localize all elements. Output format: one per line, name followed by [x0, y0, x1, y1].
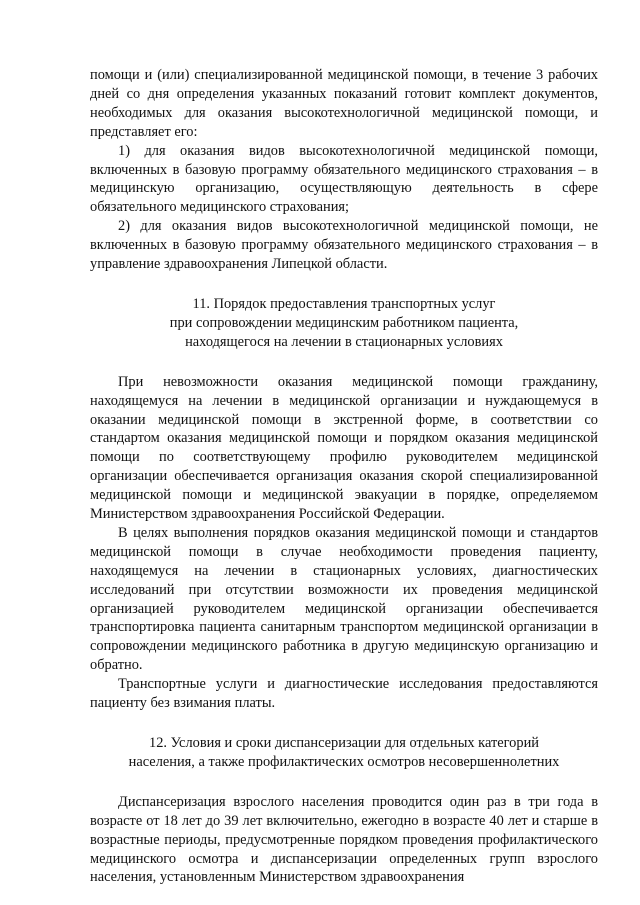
section-11-heading: [90, 295, 598, 352]
section-12-paragraph: Диспансеризация взрослого населения проводится один раз в три года в возрасте от 18 лет до 39 лет включительно, ежегодно в возрасте 40 лет и старше в возрастные периоды, предусмотренные порядком проведения профилактического медицинского осмотра и диспансеризации определенных групп взрослого населения, установленным Министерством здравоохранения: [90, 793, 598, 886]
section-12-heading-line: 12. Условия и сроки диспансеризации для отдельных категорий: [149, 735, 539, 751]
paragraph-list-item-2: 2) для оказания видов высокотехнологичной медицинской помощи, не включенных в базовую программу обязательного медицинского страхования – в управление здравоохранения Липецкой области.: [90, 218, 598, 273]
section-11-paragraph: Транспортные услуги и диагностические исследования предоставляются пациенту без взимания платы.: [90, 676, 598, 712]
paragraph-list-item-1: 1) для оказания видов высокотехнологичной медицинской помощи, включенных в базовую программу обязательного медицинского страхования – в медицинскую организацию, осуществляющую деятельность в сфере обязательного медицинского страхования;: [90, 142, 598, 216]
section-11-heading-line: 11. Порядок предоставления транспортных услуг: [192, 295, 496, 312]
section-11-heading-line: находящегося на лечении в стационарных условиях: [185, 333, 503, 350]
section-11-paragraph: При невозможности оказания медицинской помощи гражданину, находящемуся на лечении в медицинской организации и нуждающемуся в оказании медицинской помощи в экстренной форме, в соответствии со стандартом оказания медицинской помощи и порядком оказания медицинской помощи по соответствующему профилю руководителем медицинской организации обеспечивается организация оказания скорой специализированной медицинской помощи и медицинской эвакуации в порядке, определяемом Министерством здравоохранения Российской Федерации.: [90, 373, 598, 523]
section-12-heading-line: населения, а также профилактических осмотров несовершеннолетних: [128, 753, 560, 770]
section-12-heading: [90, 734, 598, 772]
section-11-paragraph: В целях выполнения порядков оказания медицинской помощи и стандартов медицинской помощи в случае необходимости проведения пациенту, находящемуся на лечении в стационарных условиях, диагностических исследований при отсутствии возможности их проведения медицинской организацией руководителем медицинской организации обеспечивается транспортировка пациента санитарным транспортом медицинской организации в сопровождении медицинского работника в другую медицинскую организацию и обратно.: [90, 524, 598, 674]
section-11-heading-line: при сопровождении медицинским работником пациента,: [169, 314, 519, 331]
paragraph-continuation: помощи и (или) специализированной медицинской помощи, в течение 3 рабочих дней со дня определения указанных показаний готовит комплект документов, необходимых для оказания высокотехнологичной медицинской помощи, и представляет его:: [90, 67, 598, 140]
document-body: [90, 66, 598, 887]
